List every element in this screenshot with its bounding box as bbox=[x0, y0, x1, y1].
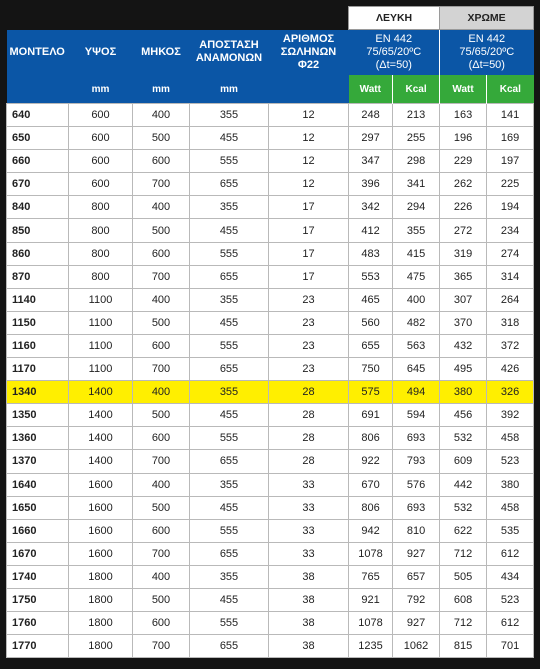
table-cell: 396 bbox=[349, 173, 393, 196]
table-cell: 612 bbox=[487, 542, 534, 565]
table-cell: 380 bbox=[487, 473, 534, 496]
table-cell: 612 bbox=[487, 612, 534, 635]
table-cell: 600 bbox=[69, 104, 133, 127]
table-cell: 1760 bbox=[7, 612, 69, 635]
table-cell: 870 bbox=[7, 265, 69, 288]
col-length: ΜΗΚΟΣ bbox=[133, 30, 190, 76]
table-cell: 701 bbox=[487, 635, 534, 658]
table-cell: 657 bbox=[393, 565, 440, 588]
table-cell: 600 bbox=[133, 427, 190, 450]
table-cell: 765 bbox=[349, 565, 393, 588]
table-cell: 1360 bbox=[7, 427, 69, 450]
table-cell: 494 bbox=[393, 381, 440, 404]
table-row bbox=[7, 311, 534, 334]
table-cell: 500 bbox=[133, 588, 190, 611]
table-cell: 38 bbox=[269, 565, 349, 588]
table-cell: 347 bbox=[349, 150, 393, 173]
table-cell: 169 bbox=[487, 127, 534, 150]
table-cell: 400 bbox=[133, 288, 190, 311]
table-cell: 1370 bbox=[7, 450, 69, 473]
table-row bbox=[7, 219, 534, 242]
table-cell: 1340 bbox=[7, 381, 69, 404]
col-distance-line2: ΑΝΑΜΟΝΩΝ bbox=[195, 52, 263, 65]
group-white: ΛΕΥΚΗ bbox=[349, 7, 440, 30]
table-cell: 400 bbox=[133, 565, 190, 588]
table-cell: 655 bbox=[190, 173, 269, 196]
table-cell: 500 bbox=[133, 311, 190, 334]
table-cell: 341 bbox=[393, 173, 440, 196]
unit-white-kcal: Kcal bbox=[393, 75, 440, 104]
table-cell: 355 bbox=[190, 104, 269, 127]
table-cell: 465 bbox=[349, 288, 393, 311]
table-cell: 560 bbox=[349, 311, 393, 334]
table-cell: 455 bbox=[190, 404, 269, 427]
col-tubes bbox=[269, 30, 349, 76]
table-row bbox=[7, 427, 534, 450]
table-cell: 1400 bbox=[69, 404, 133, 427]
table-cell: 38 bbox=[269, 635, 349, 658]
table-cell: 1650 bbox=[7, 496, 69, 519]
table-cell: 234 bbox=[487, 219, 534, 242]
table-row bbox=[7, 450, 534, 473]
table-cell: 33 bbox=[269, 496, 349, 519]
table-cell: 412 bbox=[349, 219, 393, 242]
table-cell: 38 bbox=[269, 612, 349, 635]
table-cell: 500 bbox=[133, 219, 190, 242]
table-cell: 800 bbox=[69, 242, 133, 265]
table-cell: 555 bbox=[190, 612, 269, 635]
table-cell: 1670 bbox=[7, 542, 69, 565]
table-cell: 600 bbox=[133, 519, 190, 542]
table-row bbox=[7, 404, 534, 427]
std-white-line3: (Δt=50) bbox=[375, 59, 412, 71]
table-row bbox=[7, 150, 534, 173]
table-cell: 555 bbox=[190, 150, 269, 173]
table-cell: 700 bbox=[133, 450, 190, 473]
table-cell: 314 bbox=[487, 265, 534, 288]
unit-chrome-watt: Watt bbox=[440, 75, 487, 104]
table-cell: 28 bbox=[269, 404, 349, 427]
table-row bbox=[7, 127, 534, 150]
table-cell: 1400 bbox=[69, 450, 133, 473]
table-cell: 600 bbox=[133, 150, 190, 173]
table-cell: 194 bbox=[487, 196, 534, 219]
table-cell: 810 bbox=[393, 519, 440, 542]
table-cell: 33 bbox=[269, 519, 349, 542]
table-cell: 28 bbox=[269, 427, 349, 450]
col-tubes-line3: Φ22 bbox=[297, 58, 320, 71]
header-spacer bbox=[7, 7, 349, 30]
table-cell: 693 bbox=[393, 427, 440, 450]
table-cell: 500 bbox=[133, 496, 190, 519]
table-row bbox=[7, 173, 534, 196]
table-cell: 432 bbox=[440, 334, 487, 357]
table-cell: 500 bbox=[133, 404, 190, 427]
table-cell: 274 bbox=[487, 242, 534, 265]
table-cell: 793 bbox=[393, 450, 440, 473]
table-cell: 750 bbox=[349, 358, 393, 381]
std-chrome-line3: (Δt=50) bbox=[468, 59, 505, 71]
table-cell: 1600 bbox=[69, 473, 133, 496]
table-cell: 792 bbox=[393, 588, 440, 611]
unit-distance: mm bbox=[190, 75, 269, 104]
table-row bbox=[7, 104, 534, 127]
table-cell: 1800 bbox=[69, 635, 133, 658]
table-cell: 600 bbox=[133, 242, 190, 265]
table-cell: 483 bbox=[349, 242, 393, 265]
table-cell: 1235 bbox=[349, 635, 393, 658]
table-cell: 1660 bbox=[7, 519, 69, 542]
table-cell: 272 bbox=[440, 219, 487, 242]
table-cell: 523 bbox=[487, 588, 534, 611]
table-cell: 1800 bbox=[69, 588, 133, 611]
table-row bbox=[7, 565, 534, 588]
table-cell: 700 bbox=[133, 358, 190, 381]
table-cell: 17 bbox=[269, 242, 349, 265]
std-white-line1: EN 442 bbox=[375, 33, 413, 45]
table-cell: 660 bbox=[7, 150, 69, 173]
table-row bbox=[7, 358, 534, 381]
table-cell: 28 bbox=[269, 450, 349, 473]
table-cell: 1100 bbox=[69, 334, 133, 357]
table-cell: 226 bbox=[440, 196, 487, 219]
table-cell: 1100 bbox=[69, 288, 133, 311]
table-cell: 298 bbox=[393, 150, 440, 173]
std-white-line2: 75/65/20ºC bbox=[366, 46, 422, 58]
table-cell: 455 bbox=[190, 496, 269, 519]
table-cell: 400 bbox=[133, 381, 190, 404]
table-cell: 942 bbox=[349, 519, 393, 542]
table-cell: 455 bbox=[190, 219, 269, 242]
table-row bbox=[7, 473, 534, 496]
table-cell: 318 bbox=[487, 311, 534, 334]
table-cell: 23 bbox=[269, 311, 349, 334]
col-tubes-line2: ΣΩΛΗΝΩΝ bbox=[280, 45, 337, 58]
table-cell: 576 bbox=[393, 473, 440, 496]
table-cell: 523 bbox=[487, 450, 534, 473]
table-cell: 455 bbox=[190, 588, 269, 611]
table-cell: 355 bbox=[190, 473, 269, 496]
table-cell: 921 bbox=[349, 588, 393, 611]
table-cell: 326 bbox=[487, 381, 534, 404]
table-cell: 380 bbox=[440, 381, 487, 404]
table-cell: 800 bbox=[69, 196, 133, 219]
table-cell: 1140 bbox=[7, 288, 69, 311]
col-distance bbox=[190, 30, 269, 76]
table-cell: 255 bbox=[393, 127, 440, 150]
table-cell: 495 bbox=[440, 358, 487, 381]
table-cell: 600 bbox=[133, 334, 190, 357]
table-cell: 370 bbox=[440, 311, 487, 334]
table-cell: 555 bbox=[190, 242, 269, 265]
table-cell: 196 bbox=[440, 127, 487, 150]
table-cell: 12 bbox=[269, 127, 349, 150]
table-cell: 600 bbox=[69, 127, 133, 150]
table-cell: 655 bbox=[190, 265, 269, 288]
table-cell: 458 bbox=[487, 496, 534, 519]
unit-tubes bbox=[269, 75, 349, 104]
unit-model bbox=[7, 75, 69, 104]
table-cell: 655 bbox=[190, 635, 269, 658]
table-cell: 700 bbox=[133, 542, 190, 565]
table-cell: 33 bbox=[269, 542, 349, 565]
table-cell: 1640 bbox=[7, 473, 69, 496]
col-tubes-line1: ΑΡΙΘΜΟΣ bbox=[282, 32, 335, 45]
table-cell: 927 bbox=[393, 612, 440, 635]
table-cell: 392 bbox=[487, 404, 534, 427]
table-cell: 372 bbox=[487, 334, 534, 357]
table-cell: 532 bbox=[440, 427, 487, 450]
table-cell: 532 bbox=[440, 496, 487, 519]
table-cell: 365 bbox=[440, 265, 487, 288]
table-cell: 670 bbox=[7, 173, 69, 196]
table-cell: 264 bbox=[487, 288, 534, 311]
table-cell: 655 bbox=[190, 450, 269, 473]
table-cell: 163 bbox=[440, 104, 487, 127]
table-cell: 342 bbox=[349, 196, 393, 219]
table-cell: 600 bbox=[133, 612, 190, 635]
table-cell: 555 bbox=[190, 519, 269, 542]
unit-white-watt: Watt bbox=[349, 75, 393, 104]
table-cell: 800 bbox=[69, 265, 133, 288]
table-cell: 691 bbox=[349, 404, 393, 427]
table-cell: 1170 bbox=[7, 358, 69, 381]
table-cell: 355 bbox=[393, 219, 440, 242]
table-cell: 1078 bbox=[349, 612, 393, 635]
table-cell: 1100 bbox=[69, 311, 133, 334]
table-cell: 456 bbox=[440, 404, 487, 427]
table-cell: 17 bbox=[269, 265, 349, 288]
table-cell: 141 bbox=[487, 104, 534, 127]
table-cell: 197 bbox=[487, 150, 534, 173]
table-cell: 12 bbox=[269, 173, 349, 196]
table-cell: 458 bbox=[487, 427, 534, 450]
table-cell: 229 bbox=[440, 150, 487, 173]
table-cell: 12 bbox=[269, 150, 349, 173]
table-cell: 355 bbox=[190, 565, 269, 588]
table-row bbox=[7, 242, 534, 265]
table-cell: 225 bbox=[487, 173, 534, 196]
table-cell: 535 bbox=[487, 519, 534, 542]
table-cell: 553 bbox=[349, 265, 393, 288]
table-cell: 426 bbox=[487, 358, 534, 381]
table-cell: 555 bbox=[190, 427, 269, 450]
table-cell: 840 bbox=[7, 196, 69, 219]
table-cell: 800 bbox=[69, 219, 133, 242]
table-cell: 645 bbox=[393, 358, 440, 381]
table-cell: 693 bbox=[393, 496, 440, 519]
table-cell: 655 bbox=[190, 358, 269, 381]
table-cell: 12 bbox=[269, 104, 349, 127]
table-cell: 850 bbox=[7, 219, 69, 242]
table-cell: 700 bbox=[133, 265, 190, 288]
table-cell: 609 bbox=[440, 450, 487, 473]
table-cell: 355 bbox=[190, 196, 269, 219]
col-standard-chrome bbox=[440, 30, 534, 76]
table-cell: 1600 bbox=[69, 496, 133, 519]
col-distance-line1: ΑΠΟΣΤΑΣΗ bbox=[199, 39, 259, 52]
table-row bbox=[7, 635, 534, 658]
table-cell: 1150 bbox=[7, 311, 69, 334]
table-cell: 400 bbox=[393, 288, 440, 311]
table-cell: 482 bbox=[393, 311, 440, 334]
table-cell: 712 bbox=[440, 542, 487, 565]
table-cell: 400 bbox=[133, 104, 190, 127]
table-row bbox=[7, 265, 534, 288]
col-model: ΜΟΝΤΕΛΟ bbox=[7, 30, 69, 76]
table-cell: 17 bbox=[269, 219, 349, 242]
table-cell: 455 bbox=[190, 311, 269, 334]
table-row bbox=[7, 542, 534, 565]
table-cell: 455 bbox=[190, 127, 269, 150]
table-row bbox=[7, 196, 534, 219]
table-row bbox=[7, 588, 534, 611]
table-cell: 23 bbox=[269, 288, 349, 311]
table-cell: 860 bbox=[7, 242, 69, 265]
table-cell: 575 bbox=[349, 381, 393, 404]
radiator-spec-table bbox=[6, 6, 534, 658]
table-cell: 262 bbox=[440, 173, 487, 196]
table-cell: 1800 bbox=[69, 612, 133, 635]
table-cell: 1770 bbox=[7, 635, 69, 658]
table-cell: 500 bbox=[133, 127, 190, 150]
unit-chrome-kcal: Kcal bbox=[487, 75, 534, 104]
table-cell: 297 bbox=[349, 127, 393, 150]
table-cell: 400 bbox=[133, 473, 190, 496]
table-cell: 1100 bbox=[69, 358, 133, 381]
table-cell: 1062 bbox=[393, 635, 440, 658]
group-chrome: ΧΡΩΜΕ bbox=[440, 7, 534, 30]
table-cell: 294 bbox=[393, 196, 440, 219]
std-chrome-line1: EN 442 bbox=[468, 33, 506, 45]
table-cell: 319 bbox=[440, 242, 487, 265]
table-row bbox=[7, 288, 534, 311]
col-height: ΥΨΟΣ bbox=[69, 30, 133, 76]
table-cell: 712 bbox=[440, 612, 487, 635]
table-cell: 1740 bbox=[7, 565, 69, 588]
table-cell: 415 bbox=[393, 242, 440, 265]
col-standard-white bbox=[349, 30, 440, 76]
table-row bbox=[7, 334, 534, 357]
table-cell: 505 bbox=[440, 565, 487, 588]
table-cell: 922 bbox=[349, 450, 393, 473]
unit-height: mm bbox=[69, 75, 133, 104]
table-cell: 655 bbox=[349, 334, 393, 357]
table-row bbox=[7, 381, 534, 404]
table-cell: 23 bbox=[269, 334, 349, 357]
table-cell: 655 bbox=[190, 542, 269, 565]
table-body bbox=[7, 104, 534, 658]
table-cell: 1350 bbox=[7, 404, 69, 427]
table-cell: 23 bbox=[269, 358, 349, 381]
table-cell: 1600 bbox=[69, 542, 133, 565]
table-cell: 815 bbox=[440, 635, 487, 658]
table-cell: 1750 bbox=[7, 588, 69, 611]
table-cell: 1600 bbox=[69, 519, 133, 542]
table-cell: 608 bbox=[440, 588, 487, 611]
table-cell: 1160 bbox=[7, 334, 69, 357]
table-cell: 563 bbox=[393, 334, 440, 357]
unit-length: mm bbox=[133, 75, 190, 104]
table-cell: 1400 bbox=[69, 381, 133, 404]
table-cell: 640 bbox=[7, 104, 69, 127]
table-cell: 927 bbox=[393, 542, 440, 565]
table-row bbox=[7, 496, 534, 519]
std-chrome-line2: 75/65/20ºC bbox=[459, 46, 515, 58]
table-cell: 806 bbox=[349, 427, 393, 450]
table-cell: 355 bbox=[190, 288, 269, 311]
table-cell: 33 bbox=[269, 473, 349, 496]
table-cell: 248 bbox=[349, 104, 393, 127]
table-cell: 806 bbox=[349, 496, 393, 519]
table-cell: 670 bbox=[349, 473, 393, 496]
table-cell: 38 bbox=[269, 588, 349, 611]
table-cell: 700 bbox=[133, 635, 190, 658]
table-cell: 442 bbox=[440, 473, 487, 496]
table-cell: 1800 bbox=[69, 565, 133, 588]
table-cell: 600 bbox=[69, 150, 133, 173]
table-row bbox=[7, 612, 534, 635]
table-cell: 28 bbox=[269, 381, 349, 404]
table-cell: 17 bbox=[269, 196, 349, 219]
table-cell: 400 bbox=[133, 196, 190, 219]
table-cell: 355 bbox=[190, 381, 269, 404]
table-cell: 475 bbox=[393, 265, 440, 288]
table-cell: 594 bbox=[393, 404, 440, 427]
table-cell: 700 bbox=[133, 173, 190, 196]
table-cell: 307 bbox=[440, 288, 487, 311]
table-cell: 1078 bbox=[349, 542, 393, 565]
table-cell: 622 bbox=[440, 519, 487, 542]
table-cell: 600 bbox=[69, 173, 133, 196]
table-cell: 1400 bbox=[69, 427, 133, 450]
table-cell: 650 bbox=[7, 127, 69, 150]
table-cell: 555 bbox=[190, 334, 269, 357]
table-cell: 213 bbox=[393, 104, 440, 127]
table-row bbox=[7, 519, 534, 542]
table-cell: 434 bbox=[487, 565, 534, 588]
